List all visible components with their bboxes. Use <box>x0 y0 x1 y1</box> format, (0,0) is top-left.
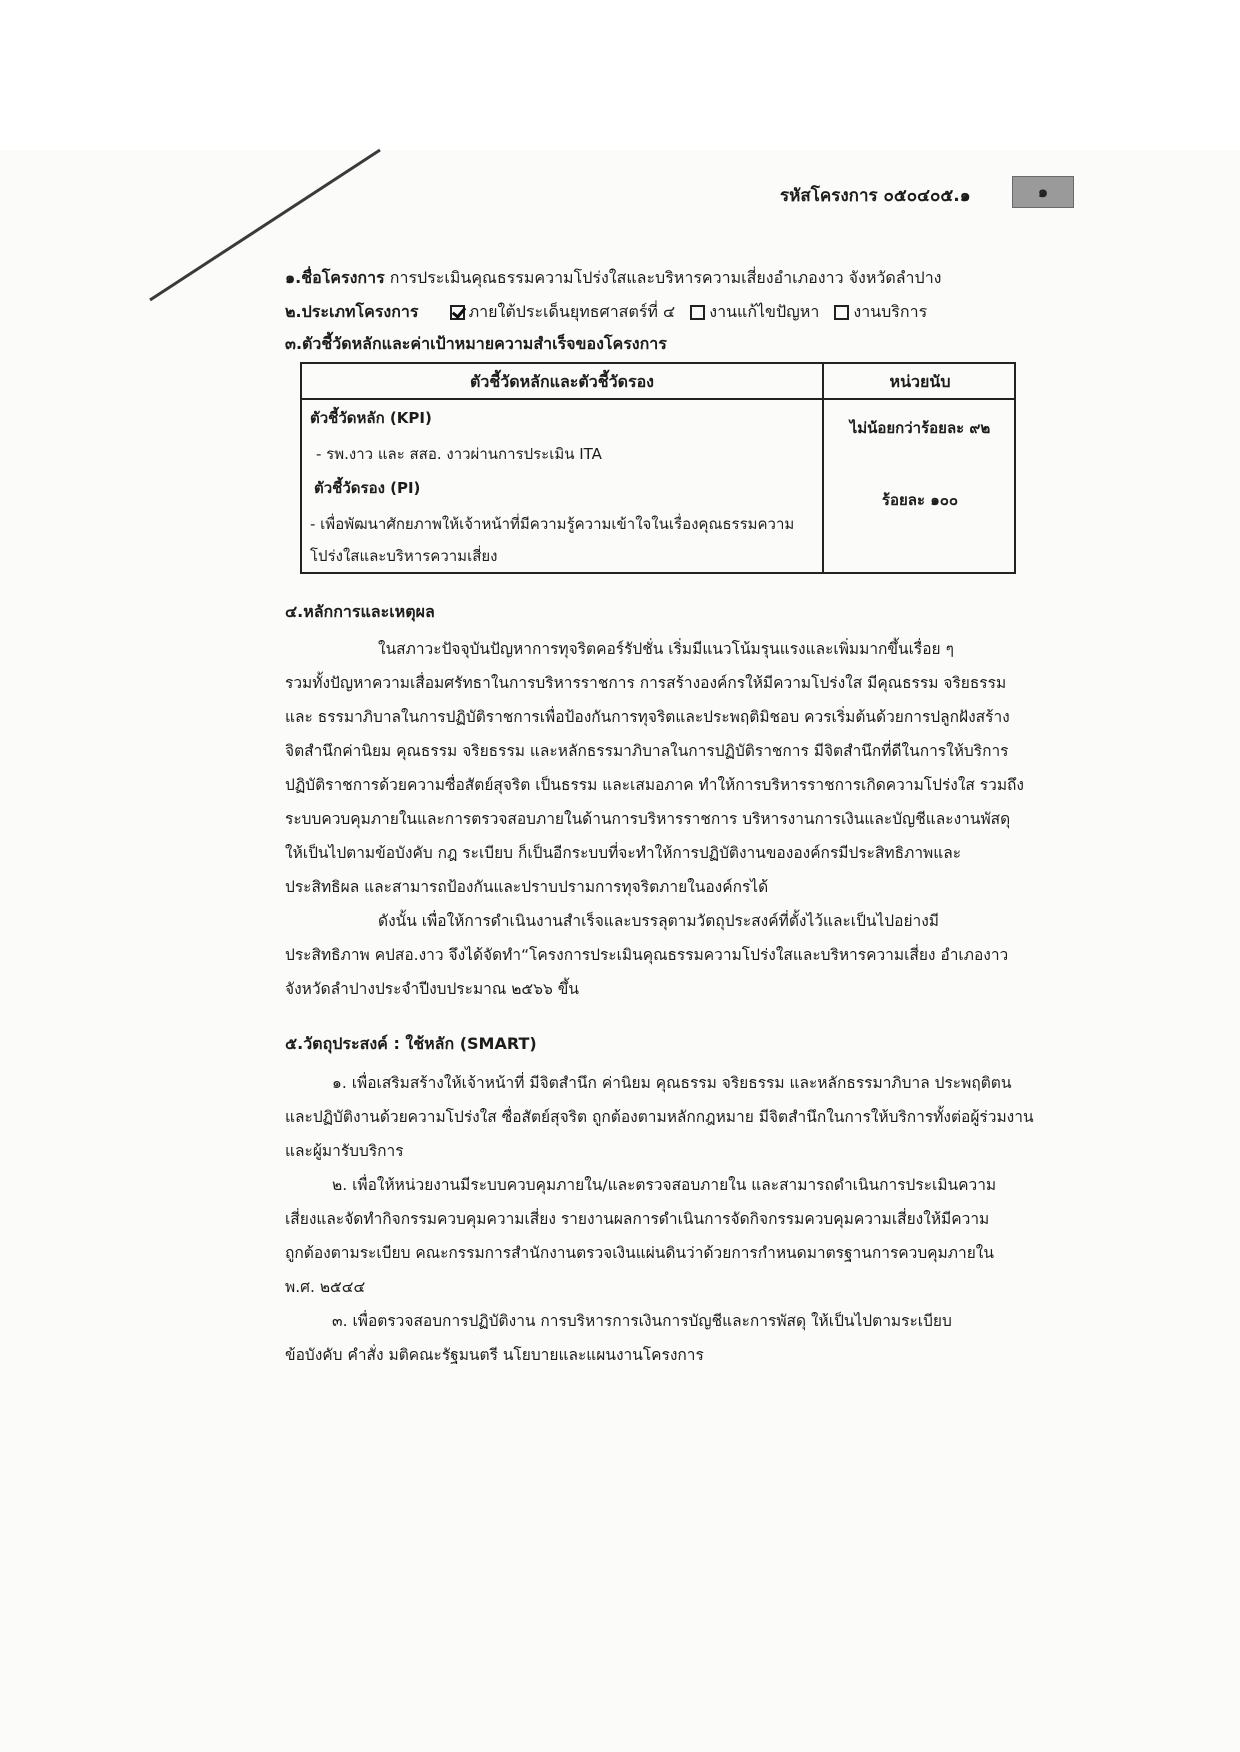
section4-line: ปฏิบัติราชการด้วยความซื่อสัตย์สุจริต เป็นธรรม และเสมอภาค ทำให้การบริหารราชการเกิดความโปร่งใส รวมถึง <box>285 776 1025 794</box>
page-number-box: ๑ <box>1012 176 1074 208</box>
section5-label: ๕.วัตถุประสงค์ : ใช้หลัก (SMART) <box>285 1034 537 1053</box>
project-code: รหัสโครงการ ๐๕๐๔๐๕.๑ <box>780 186 971 206</box>
option-problem-solving-label: งานแก้ไขปัญหา <box>709 302 820 321</box>
kpi-table-divider <box>822 364 824 572</box>
section4-line: ประสิทธิผล และสามารถป้องกันและปราบปรามการทุจริตภายในองค์กรได้ <box>285 878 769 896</box>
section1-label: ๑.ชื่อโครงการ <box>285 268 385 287</box>
section5-line: และผู้มารับบริการ <box>285 1142 404 1160</box>
section5-line: ๓. เพื่อตรวจสอบการปฏิบัติงาน การบริหารการเงินการบัญชีและการพัสดุ ให้เป็นไปตามระเบียบ <box>332 1312 952 1330</box>
section4-line: และ ธรรมาภิบาลในการปฏิบัติราชการเพื่อป้องกันการทุจริตและประพฤติมิชอบ ควรเริ่มต้นด้วยการปลูกฝังสร้าง <box>285 708 1010 726</box>
pi-title: ตัวชี้วัดรอง (PI) <box>314 479 421 497</box>
section5-line: ๑. เพื่อเสริมสร้างให้เจ้าหน้าที่ มีจิตสำนึก ค่านิยม คุณธรรม จริยธรรม และหลักธรรมาภิบาล ประพฤติตน <box>332 1074 1012 1092</box>
option-strategy-label: ภายใต้ประเด็นยุทธศาสตร์ที่ ๔ <box>468 302 676 321</box>
option-service-label: งานบริการ <box>853 302 928 321</box>
kpi-item: - รพ.งาว และ สสอ. งาวผ่านการประเมิน ITA <box>316 445 602 463</box>
section4-line: ดังนั้น เพื่อให้การดำเนินงานสำเร็จและบรรลุตามวัตถุประสงค์ที่ตั้งไว้และเป็นไปอย่างมี <box>378 912 940 930</box>
section4-line: จิตสำนึกค่านิยม คุณธรรม จริยธรรม และหลักธรรมาภิบาลในการปฏิบัติราชการ มีจิตสำนึกที่ดีในการให้บริการ <box>285 742 1009 760</box>
section5-line: พ.ศ. ๒๕๔๔ <box>285 1278 366 1296</box>
section5-line: เสี่ยงและจัดทำกิจกรรมควบคุมความเสี่ยง รายงานผลการดำเนินการจัดกิจกรรมควบคุมความเสี่ยงให้มีความ <box>285 1210 990 1228</box>
section5-line: ถูกต้องตามระเบียบ คณะกรรมการสำนักงานตรวจเงินแผ่นดินว่าด้วยการกำหนดมาตรฐานการควบคุมภายใน <box>285 1244 994 1262</box>
pi-item-line2: โปร่งใสและบริหารความเสี่ยง <box>310 547 498 565</box>
checkbox-service[interactable] <box>834 305 849 320</box>
kpi-table <box>300 362 1016 574</box>
section4-line: จังหวัดลำปางประจำปีงบประมาณ ๒๕๖๖ ขึ้น <box>285 980 579 998</box>
section1-row <box>285 266 942 291</box>
section5-line: ข้อบังคับ คำสั่ง มติคณะรัฐมนตรี นโยบายและแผนงานโครงการ <box>285 1346 704 1364</box>
section5-line: และปฏิบัติงานด้วยความโปร่งใส ซื่อสัตย์สุจริต ถูกต้องตามหลักกฎหมาย มีจิตสำนึกในการให้บริการทั้งต่อผู้ร่วมงาน <box>285 1108 1034 1126</box>
kpi-col-header-unit: หน่วยนับ <box>889 372 951 391</box>
section4-label: ๔.หลักการและเหตุผล <box>285 602 435 621</box>
section4-line: ประสิทธิภาพ คปสอ.งาว จึงได้จัดทำ“โครงการประเมินคุณธรรมความโปร่งใสและบริหารความเสี่ยง อำเภองาว <box>285 946 1009 964</box>
section5-line: ๒. เพื่อให้หน่วยงานมีระบบควบคุมภายใน/และตรวจสอบภายใน และสามารถดำเนินการประเมินความ <box>332 1176 997 1194</box>
section4-line: ในสภาวะปัจจุบันปัญหาการทุจริตคอร์รัปชั่น เริ่มมีแนวโน้มรุนแรงและเพิ่มมากขึ้นเรื่อย ๆ <box>378 640 954 658</box>
pi-unit-value: ร้อยละ ๑๐๐ <box>881 491 959 509</box>
checkbox-problem-solving[interactable] <box>690 305 705 320</box>
section4-line: ให้เป็นไปตามข้อบังคับ กฎ ระเบียบ ก็เป็นอีกระบบที่จะทำให้การปฏิบัติงานขององค์กรมีประสิทธิภาพและ <box>285 844 962 862</box>
section2-row <box>285 300 927 325</box>
kpi-unit-value: ไม่น้อยกว่าร้อยละ ๙๒ <box>849 419 991 437</box>
pi-item-line1: - เพื่อพัฒนาศักยภาพให้เจ้าหน้าที่มีความรู้ความเข้าใจในเรื่องคุณธรรมความ <box>310 515 795 533</box>
section4-line: ระบบควบคุมภายในและการตรวจสอบภายในด้านการบริหารราชการ บริหารงานการเงินและบัญชีและงานพัสดุ <box>285 810 1011 828</box>
section1-value: การประเมินคุณธรรมความโปร่งใสและบริหารความเสี่ยงอำเภองาว จังหวัดลำปาง <box>389 268 942 287</box>
checkbox-strategy[interactable] <box>450 305 465 320</box>
kpi-col-header-indicators: ตัวชี้วัดหลักและตัวชี้วัดรอง <box>470 372 654 391</box>
section4-line: รวมทั้งปัญหาความเสื่อมศรัทธาในการบริหารราชการ การสร้างองค์กรให้มีความโปร่งใส มีคุณธรรม จริยธรรม <box>285 674 1007 692</box>
kpi-title: ตัวชี้วัดหลัก (KPI) <box>310 409 432 427</box>
section3-label: ๓.ตัวชี้วัดหลักและค่าเป้าหมายความสำเร็จของโครงการ <box>285 334 667 353</box>
section2-label: ๒.ประเภทโครงการ <box>285 302 419 321</box>
scan-margin <box>0 0 1240 150</box>
